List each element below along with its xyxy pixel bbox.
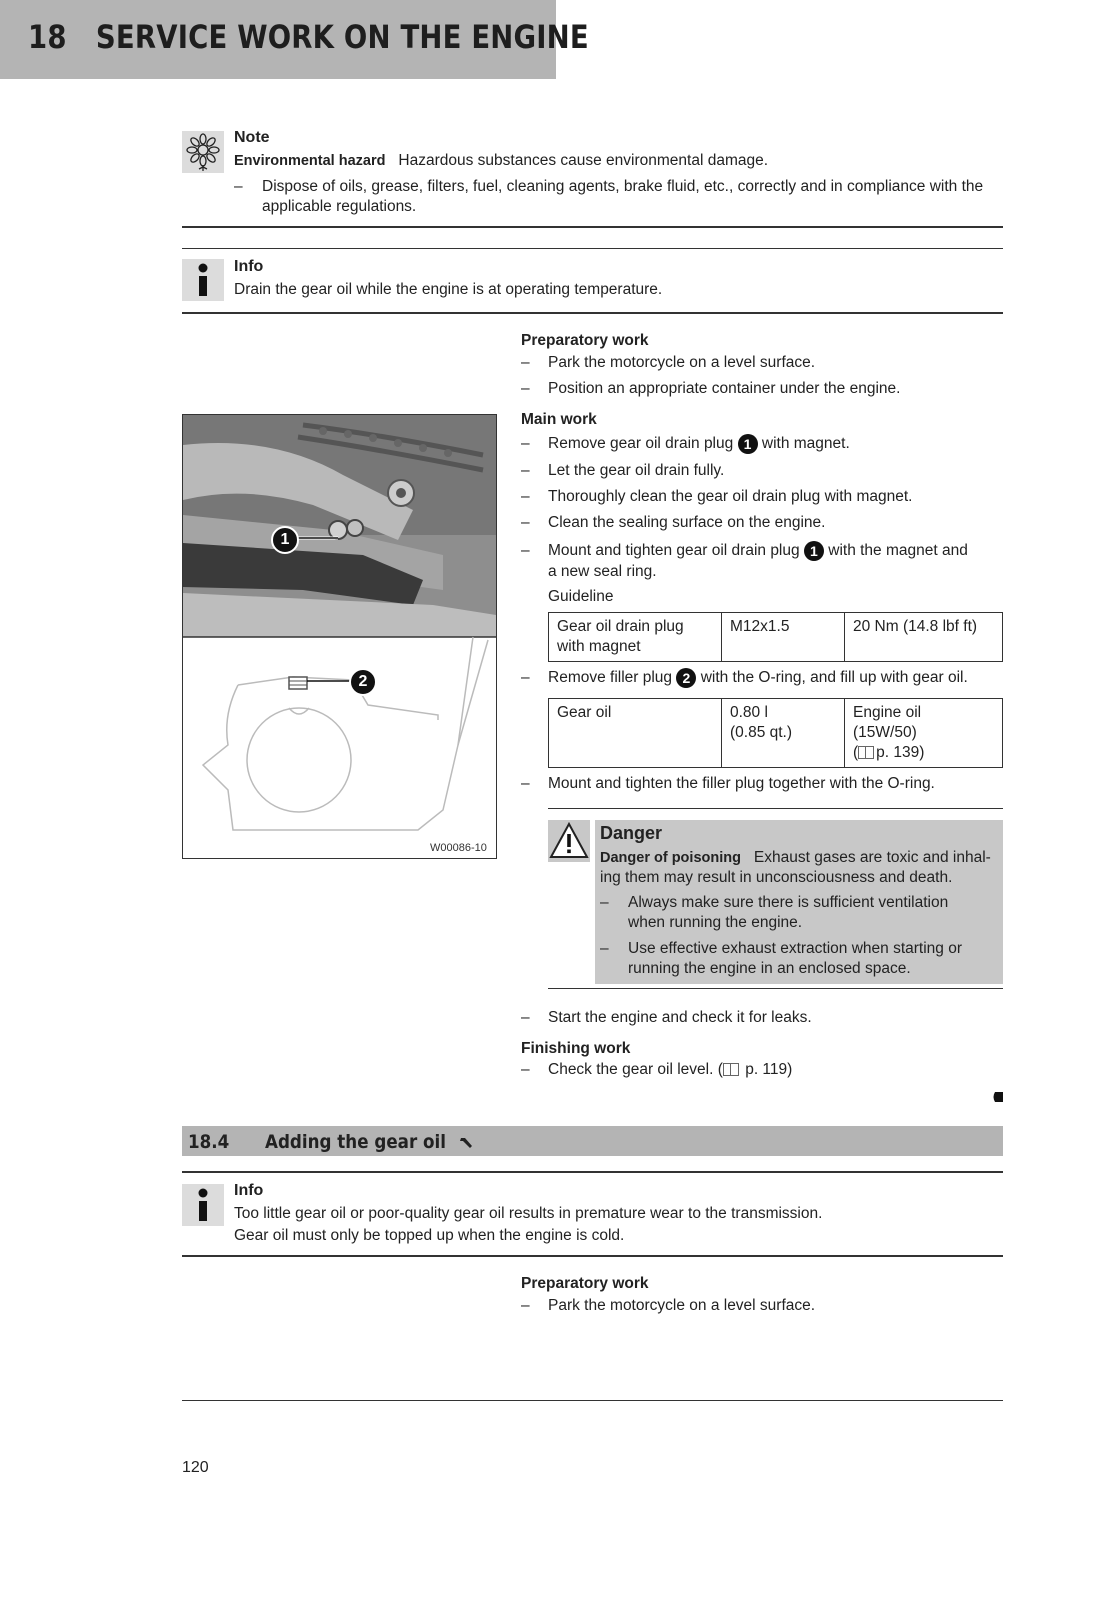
note-hazard-label: Environmental hazard bbox=[234, 153, 386, 169]
list-dash: – bbox=[600, 940, 609, 957]
list-dash: – bbox=[521, 380, 530, 397]
item-text: Check the gear oil level. ( bbox=[548, 1061, 723, 1078]
main-step-3: Thoroughly clean the gear oil drain plug with magnet. bbox=[548, 488, 913, 505]
step-text: Remove gear oil drain plug bbox=[548, 435, 734, 453]
table-cell: M12x1.5 bbox=[722, 613, 845, 662]
note-dash: – bbox=[234, 178, 243, 195]
list-dash: – bbox=[521, 514, 530, 531]
section-title-wrap bbox=[265, 1131, 475, 1153]
page-reference[interactable]: ( p. 139) bbox=[853, 744, 925, 761]
preparatory-item: Position an appropriate container under the engine. bbox=[548, 380, 901, 397]
end-marker-icon bbox=[992, 1091, 1004, 1103]
finishing-item[interactable] bbox=[548, 1060, 792, 1080]
warning-icon-box bbox=[548, 820, 590, 862]
note-icon-box bbox=[182, 131, 224, 173]
danger-hazard-label: Danger of poisoning bbox=[600, 850, 741, 866]
danger-item-2 bbox=[628, 939, 962, 979]
divider bbox=[182, 1255, 1003, 1257]
danger-text-line1 bbox=[600, 848, 991, 868]
cell-text: Engine oil bbox=[853, 704, 922, 721]
guideline-label: Guideline bbox=[548, 588, 614, 605]
cell-text: (15W/50) bbox=[853, 724, 917, 741]
main-step-7: Mount and tighten the filler plug together with the O-ring. bbox=[548, 775, 935, 792]
list-dash: – bbox=[521, 462, 530, 479]
list-dash: – bbox=[521, 542, 530, 559]
list-dash: – bbox=[521, 669, 530, 686]
chapter-number: 18 bbox=[28, 18, 67, 56]
info2-line1: Too little gear oil or poor-quality gear oil results in premature wear to the transmission. bbox=[234, 1205, 823, 1222]
list-dash: – bbox=[521, 775, 530, 792]
page-number: 120 bbox=[182, 1459, 209, 1476]
divider bbox=[182, 226, 1003, 228]
cell-text: (0.85 qt.) bbox=[730, 724, 793, 741]
preparatory2-heading: Preparatory work bbox=[521, 1275, 649, 1292]
figure-code: W00086-10 bbox=[430, 842, 487, 854]
danger-text: Exhaust gases are toxic and inhal- bbox=[753, 849, 991, 866]
info1-heading: Info bbox=[234, 258, 264, 275]
main-work-heading: Main work bbox=[521, 411, 597, 428]
note-hazard-line bbox=[234, 151, 768, 171]
info-icon bbox=[182, 1184, 224, 1226]
marker-1: 1 bbox=[804, 541, 824, 561]
main-step-8: Start the engine and check it for leaks. bbox=[548, 1009, 812, 1026]
table-cell bbox=[549, 613, 722, 662]
marker-1: 1 bbox=[738, 434, 758, 454]
list-dash: – bbox=[521, 1297, 530, 1314]
note-heading: Note bbox=[234, 129, 270, 146]
main-step-6 bbox=[548, 668, 968, 688]
step-text: Remove filler plug bbox=[548, 669, 673, 687]
reference-text: p. 119) bbox=[745, 1061, 793, 1078]
step-text: Mount and tighten gear oil drain plug bbox=[548, 542, 800, 560]
table-cell bbox=[722, 699, 845, 768]
divider bbox=[548, 988, 1003, 989]
info-icon-box bbox=[182, 259, 224, 301]
cell-text: with magnet bbox=[557, 638, 641, 655]
step-text: with the O-ring, and fill up with gear oil. bbox=[700, 669, 968, 687]
main-step-4: Clean the sealing surface on the engine. bbox=[548, 514, 826, 531]
cell-text: 0.80 l bbox=[730, 704, 768, 721]
chapter-title bbox=[28, 18, 589, 56]
divider bbox=[182, 1171, 1003, 1173]
step-text: with magnet. bbox=[761, 435, 850, 453]
book-icon bbox=[858, 746, 874, 759]
info2-heading: Info bbox=[234, 1182, 264, 1199]
list-dash: – bbox=[521, 488, 530, 505]
divider bbox=[548, 808, 1003, 809]
table-cell bbox=[845, 699, 1003, 768]
item-text: when running the engine. bbox=[628, 914, 803, 931]
figure-engine-drain-plug bbox=[182, 414, 497, 859]
wrench-icon bbox=[459, 1135, 475, 1149]
danger-text-line2: ing them may result in unconsciousness and death. bbox=[600, 869, 953, 886]
divider bbox=[182, 248, 1003, 249]
list-dash: – bbox=[521, 354, 530, 371]
note-item: Dispose of oils, grease, filters, fuel, cleaning agents, brake fluid, etc., correctly and in compliance with the applicable regulations. bbox=[262, 178, 984, 215]
cell-text: Gear oil drain plug bbox=[557, 618, 684, 635]
table-cell: 20 Nm (14.8 lbf ft) bbox=[845, 613, 1003, 662]
main-step-2: Let the gear oil drain fully. bbox=[548, 462, 725, 479]
reference-text: p. 139 bbox=[876, 744, 920, 761]
step-text: with the magnet and bbox=[828, 542, 968, 560]
list-dash: – bbox=[521, 1009, 530, 1026]
preparatory-heading: Preparatory work bbox=[521, 332, 649, 349]
main-step-1 bbox=[548, 434, 850, 454]
danger-item-1 bbox=[628, 893, 948, 933]
list-dash: – bbox=[521, 435, 530, 452]
figure-marker-1: 1 bbox=[271, 526, 299, 554]
divider bbox=[182, 1400, 1003, 1401]
danger-heading: Danger bbox=[600, 823, 663, 843]
figure-marker-2: 2 bbox=[349, 668, 377, 696]
main-step-5 bbox=[548, 541, 968, 561]
book-icon bbox=[723, 1063, 739, 1076]
warning-icon bbox=[548, 820, 590, 862]
list-dash: – bbox=[521, 1061, 530, 1078]
item-text: running the engine in an enclosed space. bbox=[628, 960, 911, 977]
main-step-5-cont: a new seal ring. bbox=[548, 563, 657, 580]
info2-line2: Gear oil must only be topped up when the engine is cold. bbox=[234, 1227, 625, 1244]
preparatory2-item: Park the motorcycle on a level surface. bbox=[548, 1297, 816, 1314]
note-hazard-text: Hazardous substances cause environmental damage. bbox=[398, 152, 769, 169]
table-row bbox=[549, 699, 1003, 768]
table-cell: Gear oil bbox=[549, 699, 722, 768]
section-number: 18.4 bbox=[188, 1131, 230, 1153]
item-text: Use effective exhaust extraction when starting or bbox=[628, 940, 962, 957]
section-title: Adding the gear oil bbox=[265, 1131, 446, 1153]
info1-text: Drain the gear oil while the engine is at operating temperature. bbox=[234, 281, 663, 298]
marker-2: 2 bbox=[676, 668, 696, 688]
list-dash: – bbox=[600, 894, 609, 911]
info-icon bbox=[182, 259, 224, 301]
info-icon-box bbox=[182, 1184, 224, 1226]
finishing-heading: Finishing work bbox=[521, 1040, 631, 1057]
table-row bbox=[549, 613, 1003, 662]
preparatory-item: Park the motorcycle on a level surface. bbox=[548, 354, 816, 371]
flower-icon bbox=[182, 131, 224, 173]
torque-spec-table bbox=[548, 612, 1003, 662]
item-text: Always make sure there is sufficient ventilation bbox=[628, 894, 949, 911]
divider bbox=[182, 312, 1003, 314]
chapter-title-text: SERVICE WORK ON THE ENGINE bbox=[95, 18, 589, 56]
oil-spec-table bbox=[548, 698, 1003, 768]
engine-photo-illustration bbox=[183, 415, 496, 858]
